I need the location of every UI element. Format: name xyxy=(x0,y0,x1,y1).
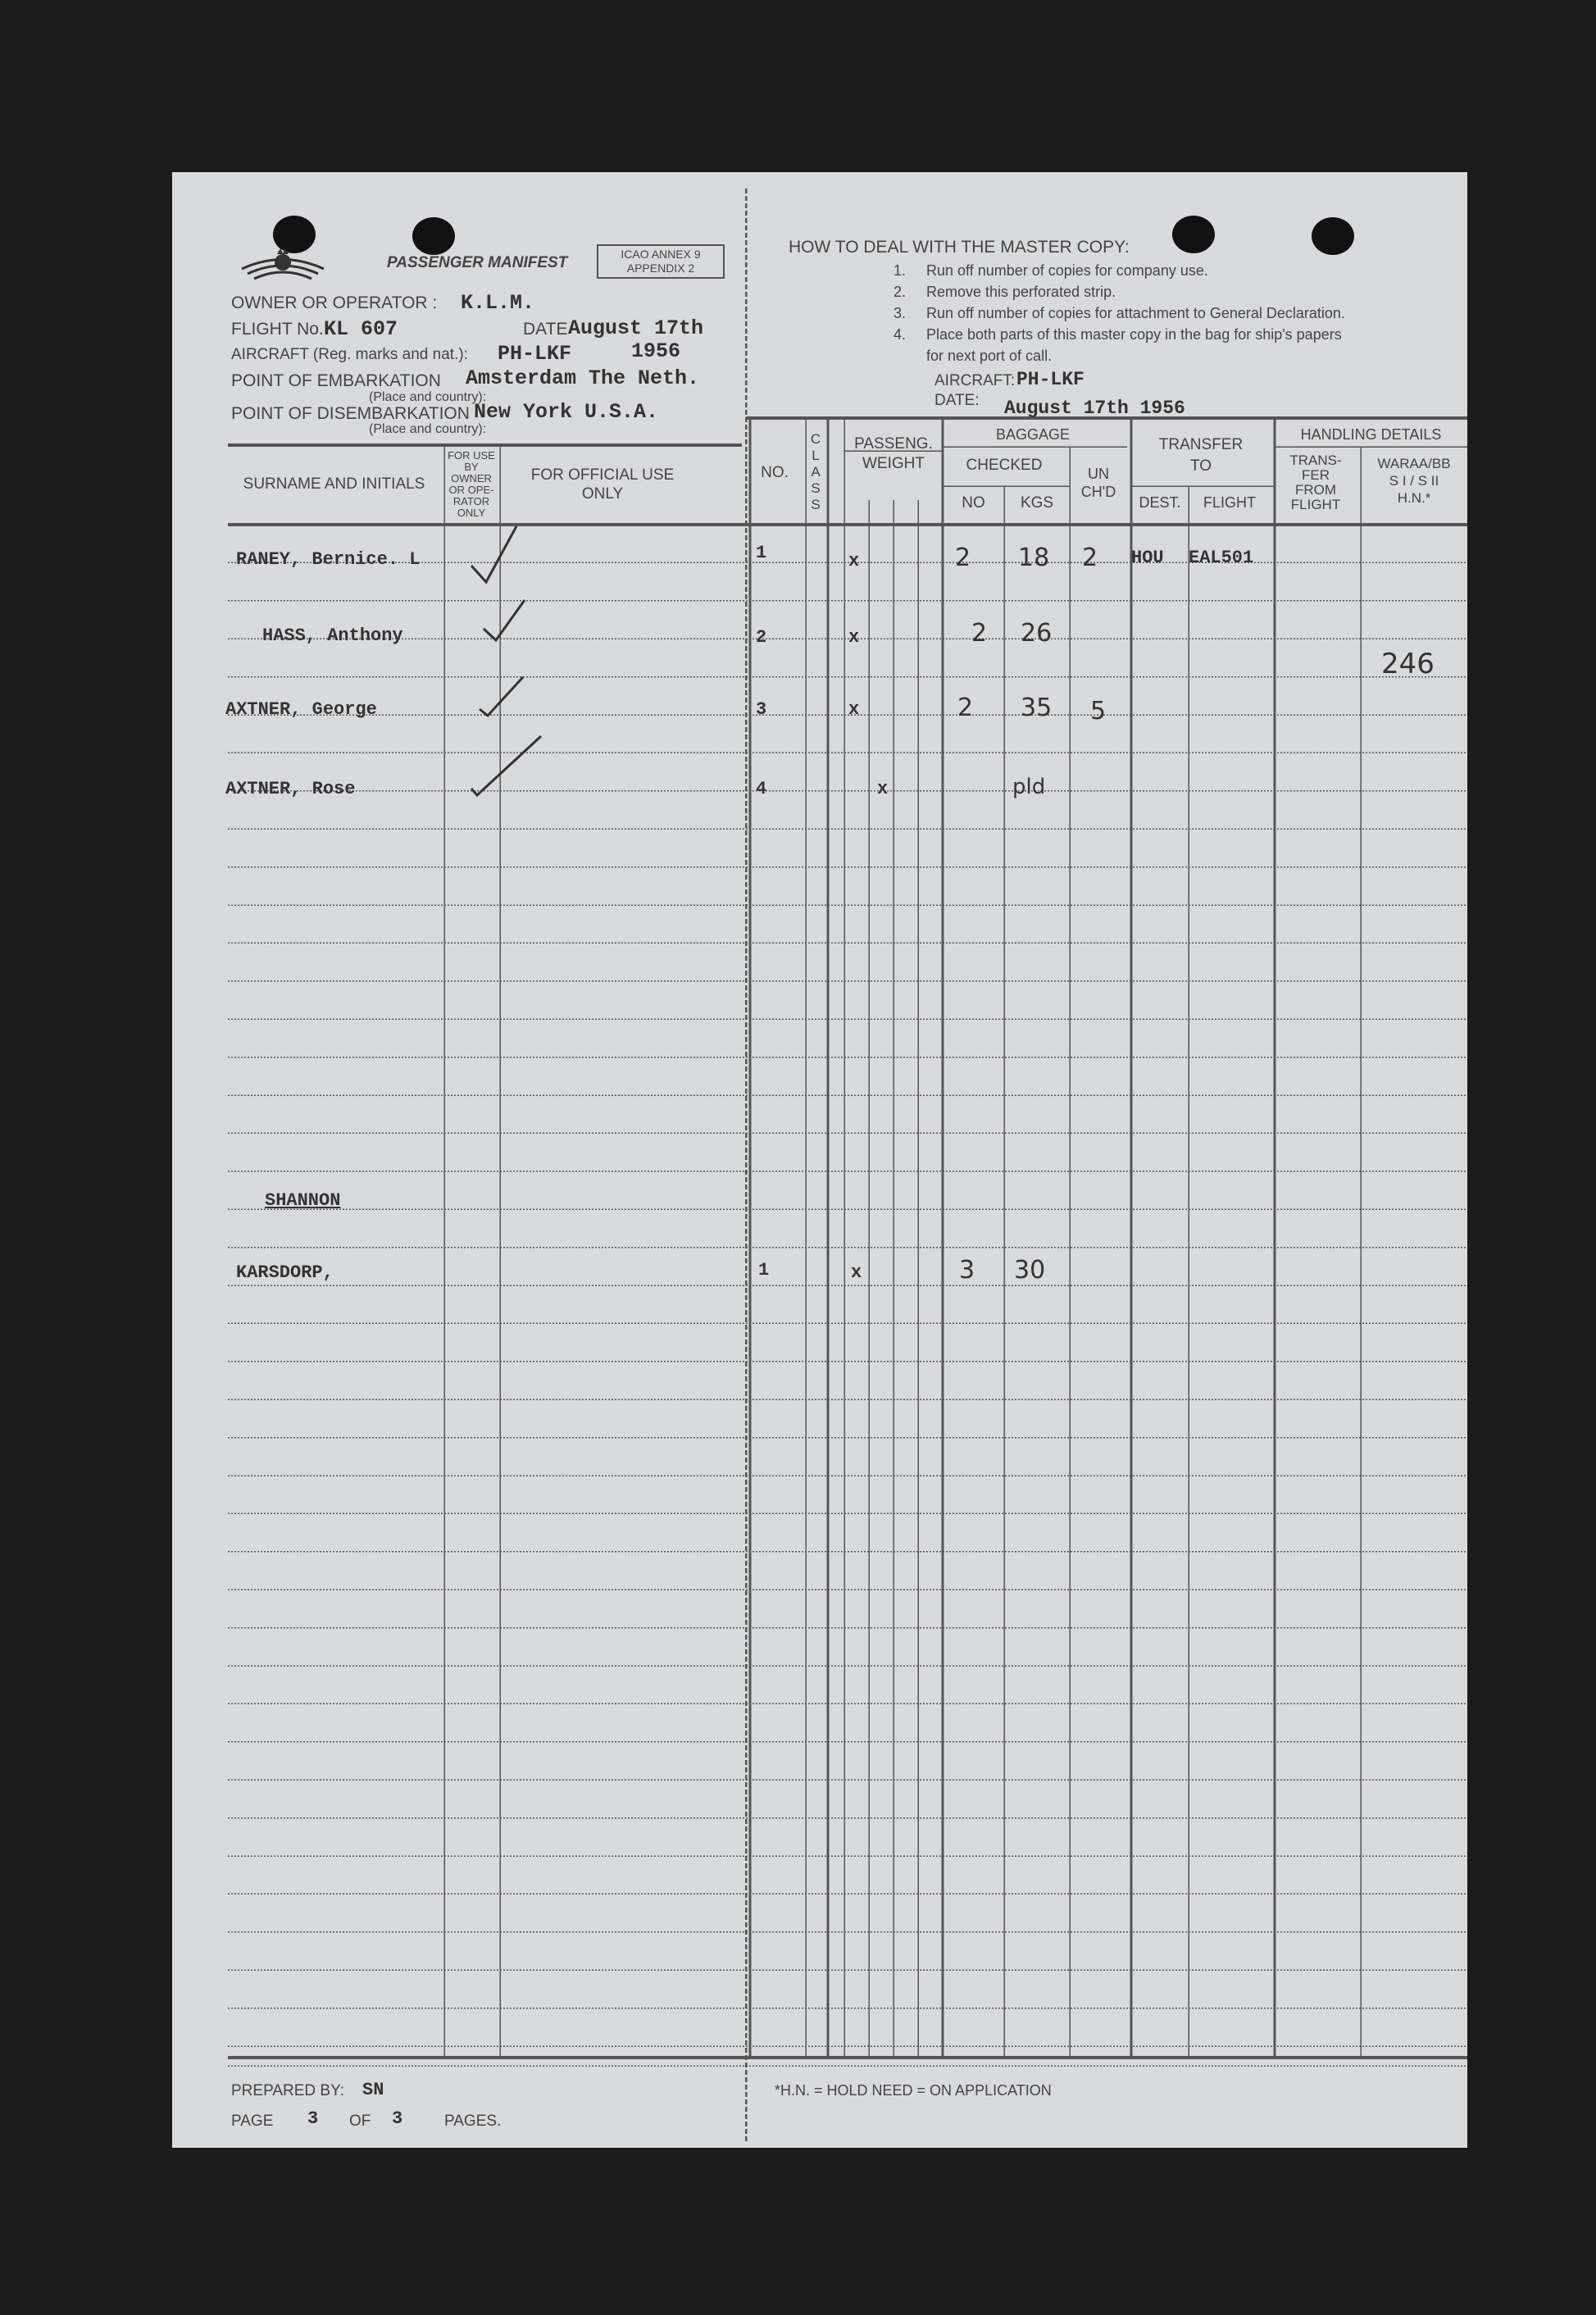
col-class: C L A S S xyxy=(810,431,821,512)
col-no: NO. xyxy=(761,464,789,481)
col-dest: DEST. xyxy=(1139,494,1181,511)
passenger-class: x xyxy=(848,699,860,720)
of-label: OF xyxy=(349,2113,371,2130)
passenger-name: RANEY, Bernice. L xyxy=(236,549,421,570)
passenger-class: x xyxy=(848,551,860,571)
passenger-no: 4 xyxy=(756,779,767,799)
bag-count: 2 xyxy=(955,544,971,572)
instruction-item: 4. Place both parts of this master copy in the bag for ship's papers xyxy=(893,326,1342,343)
instruction-item: 3. Run off number of copies for attachment to General Declaration. xyxy=(893,305,1345,321)
passenger-no: 1 xyxy=(756,543,767,563)
bag-kgs: pld xyxy=(1012,775,1046,799)
col-weight: PASSENG. WEIGHT xyxy=(854,435,933,472)
check-icon xyxy=(480,677,523,716)
transfer-dest: HOU xyxy=(1131,548,1164,568)
flight-value: KL 607 xyxy=(324,317,398,341)
instruction-item: 1. Run off number of copies for company use. xyxy=(893,262,1208,279)
footnote: *H.N. = HOLD NEED = ON APPLICATION xyxy=(775,2082,1052,2099)
manifest-page xyxy=(172,172,1467,2148)
col-official: FOR OFFICIAL USE ONLY xyxy=(530,466,675,503)
passenger-weight-mark: x xyxy=(877,779,889,799)
form-title: PASSENGER MANIFEST xyxy=(387,254,568,271)
bag-count: 3 xyxy=(959,1256,975,1285)
disembark-sublabel: (Place and country): xyxy=(369,422,487,436)
embark-sublabel: (Place and country): xyxy=(369,390,487,404)
bag-kgs: 30 xyxy=(1014,1256,1046,1285)
stamp-line-1: ICAO ANNEX 9 xyxy=(621,248,701,261)
check-icon xyxy=(484,600,525,640)
prepared-label: PREPARED BY: xyxy=(231,2082,344,2099)
col-surname: SURNAME AND INITIALS xyxy=(243,475,425,493)
date-value: August 17th xyxy=(568,316,704,340)
col-transfer-from: TRANS- FER FROM FLIGHT xyxy=(1289,453,1342,512)
passenger-class: x xyxy=(851,1262,862,1283)
page-value: 3 xyxy=(307,2108,319,2129)
bag-count: 2 xyxy=(971,619,988,648)
col-kgs: KGS xyxy=(1020,494,1054,512)
date-label: DATE xyxy=(523,320,568,339)
col-handling: HANDLING DETAILS xyxy=(1300,426,1442,443)
instruction-item: 2. Remove this perforated strip. xyxy=(893,284,1116,300)
passenger-name: KARSDORP, xyxy=(236,1262,334,1283)
bag-unchd: 5 xyxy=(1090,697,1107,725)
page-label: PAGE xyxy=(231,2113,274,2130)
passenger-name: AXTNER, Rose xyxy=(225,779,356,799)
passenger-no: 2 xyxy=(756,627,767,648)
instructions-heading: HOW TO DEAL WITH THE MASTER COPY: xyxy=(789,238,1130,257)
prepared-value: SN xyxy=(362,2080,384,2100)
stamp-line-2: APPENDIX 2 xyxy=(626,262,695,275)
check-icon xyxy=(471,736,541,795)
instr-date-label: DATE: xyxy=(934,392,980,409)
section-heading: SHANNON xyxy=(265,1190,341,1211)
col-bag-no: NO xyxy=(962,494,985,512)
instr-aircraft-value: PH-LKF xyxy=(1016,369,1084,390)
col-transfer: TRANSFER TO xyxy=(1158,436,1244,475)
year-value: 1956 xyxy=(631,339,681,363)
passenger-class: x xyxy=(848,627,860,648)
bag-count: 2 xyxy=(957,694,974,722)
passenger-no: 3 xyxy=(756,699,767,720)
passenger-no: 1 xyxy=(758,1260,770,1280)
disembark-value: New York U.S.A. xyxy=(474,400,659,424)
bag-unchd: 2 xyxy=(1082,544,1098,572)
col-flight: FLIGHT xyxy=(1203,494,1256,511)
col-owner-use: FOR USE BY OWNER OR OPE- RATOR ONLY xyxy=(448,449,495,519)
col-unchd: UN CH'D xyxy=(1080,466,1116,500)
instructions-list xyxy=(893,262,1451,369)
pages-label: PAGES. xyxy=(444,2113,502,2130)
checkmarks xyxy=(172,172,746,828)
passenger-name: HASS, Anthony xyxy=(262,625,403,646)
aircraft-label: AIRCRAFT (Reg. marks and nat.): xyxy=(231,346,468,363)
col-baggage: BAGGAGE xyxy=(995,426,1071,443)
owner-label: OWNER OR OPERATOR : xyxy=(231,293,438,312)
of-value: 3 xyxy=(392,2108,403,2129)
handling-number: 246 xyxy=(1381,648,1435,680)
col-waraa: WARAA/BB S I / S II H.N.* xyxy=(1377,456,1451,506)
instr-aircraft-label: AIRCRAFT: xyxy=(934,372,1016,389)
bag-kgs: 18 xyxy=(1018,544,1050,572)
embark-label: POINT OF EMBARKATION xyxy=(231,371,441,390)
check-icon xyxy=(471,526,516,582)
flight-label: FLIGHT No. xyxy=(231,320,324,339)
disembark-label: POINT OF DISEMBARKATION xyxy=(231,404,470,423)
embark-value: Amsterdam The Neth. xyxy=(466,366,700,390)
instr-date-value: August 17th 1956 xyxy=(1004,398,1185,419)
transfer-flight: EAL501 xyxy=(1189,548,1254,568)
col-checked: CHECKED xyxy=(966,457,1043,474)
owner-value: K.L.M. xyxy=(461,291,535,315)
passenger-name: AXTNER, George xyxy=(225,699,377,720)
bag-kgs: 35 xyxy=(1021,694,1053,722)
bag-kgs: 26 xyxy=(1021,619,1053,648)
aircraft-value: PH-LKF xyxy=(498,342,572,366)
instruction-item: for next port of call. xyxy=(926,348,1053,364)
